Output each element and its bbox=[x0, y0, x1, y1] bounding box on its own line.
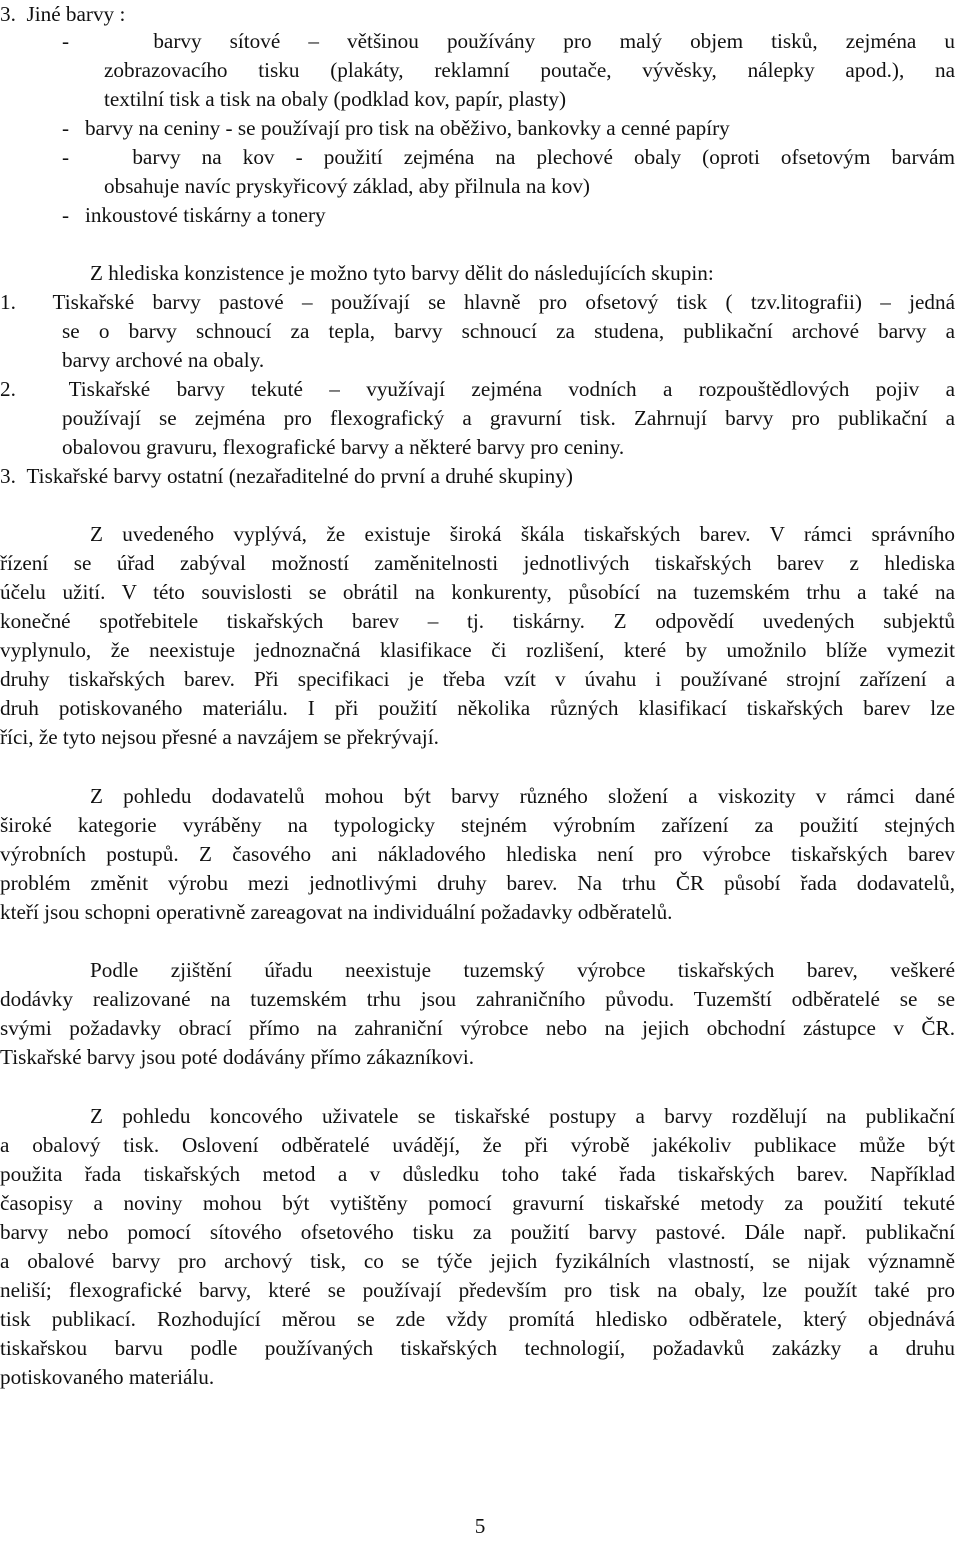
paragraph-line: tiskařskou barvu podle používaných tiskařských technologií, požadavků zakázky a druhu bbox=[0, 1336, 955, 1360]
list-item-continuation: zobrazovacího tisku (plakáty, reklamní poutače, vývěsky, nálepky apod.), na bbox=[104, 58, 955, 82]
paragraph-line: Z pohledu koncového uživatele se tiskařské postupy a barvy rozdělují na publikační bbox=[90, 1104, 955, 1128]
paragraph-line: svými požadavky obrací přímo na zahraniční výrobce nebo na jejich obchodní zástupce v ČR. bbox=[0, 1016, 955, 1040]
list-item: - barvy na ceniny - se používají pro tisk na oběživo, bankovky a cenné papíry bbox=[62, 116, 730, 140]
paragraph-line: široké kategorie vyráběny na typologicky stejném výrobním zařízení za použití stejných bbox=[0, 813, 955, 837]
numbered-item-continuation: se o barvy schnoucí za tepla, barvy schnoucí za studena, publikační archové barvy a bbox=[62, 319, 955, 343]
paragraph-line: a obalové barvy pro archový tisk, co se týče jejich fyzikálních vlastností, se nijak významně bbox=[0, 1249, 955, 1273]
numbered-item: 3. Tiskařské barvy ostatní (nezařaditelné do první a druhé skupiny) bbox=[0, 464, 573, 488]
paragraph-line: časopisy a noviny mohou být vytištěny pomocí gravurní tiskařské metody za použití tekuté bbox=[0, 1191, 955, 1215]
list-item: - barvy sítové – většinou používány pro malý objem tisků, zejména u bbox=[62, 29, 955, 53]
paragraph-line: problém změnit výrobu mezi jednotlivými druhy barev. Na trhu ČR působí řada dodavatelů, bbox=[0, 871, 955, 895]
numbered-item: 1. Tiskařské barvy pastové – používají se hlavně pro ofsetový tisk ( tzv.litografii) – jedná bbox=[0, 290, 955, 314]
list-item-continuation: textilní tisk a tisk na obaly (podklad kov, papír, plasty) bbox=[104, 87, 567, 111]
paragraph-line: druhy tiskařských barev. Při specifikaci je třeba vzít v úvahu i používané strojní zařízení a bbox=[0, 667, 955, 691]
numbered-item-continuation: používají se zejména pro flexografický a gravurní tisk. Zahrnují barvy pro publikační a bbox=[62, 406, 955, 430]
list-item: - inkoustové tiskárny a tonery bbox=[62, 203, 326, 227]
page-number: 5 bbox=[474, 1514, 486, 1538]
paragraph-line: Tiskařské barvy jsou poté dodávány přímo zákazníkovi. bbox=[0, 1045, 475, 1069]
paragraph-line: druh potiskovaného materiálu. I při použití několika různých klasifikací tiskařských barev lze bbox=[0, 696, 955, 720]
paragraph-line: dodávky realizované na tuzemském trhu jsou zahraničního původu. Tuzemští odběratelé se se bbox=[0, 987, 955, 1011]
paragraph-line: neliší; flexografické barvy, které se používají především pro tisk na obaly, lze použít také pro bbox=[0, 1278, 955, 1302]
paragraph-line: použita řada tiskařských metod a v důsledku toho také řada tiskařských barev. Například bbox=[0, 1162, 955, 1186]
section-heading: 3. Jiné barvy : bbox=[0, 2, 126, 26]
groups-intro: Z hlediska konzistence je možno tyto barvy dělit do následujících skupin: bbox=[90, 261, 714, 285]
paragraph-line: tisk publikací. Rozhodující měrou se zde vždy promítá hledisko odběratele, který objednává bbox=[0, 1307, 955, 1331]
paragraph-line: řízení se úřad zabýval možností zaměnitelnosti jednotlivých tiskařských barev z hlediska bbox=[0, 551, 955, 575]
paragraph-line: a obalový tisk. Oslovení odběratelé uvádějí, že při výrobě jakékoliv publikace může být bbox=[0, 1133, 955, 1157]
paragraph-line: říci, že tyto nejsou přesné a navzájem se překrývají. bbox=[0, 725, 439, 749]
paragraph-line: potiskovaného materiálu. bbox=[0, 1365, 215, 1389]
list-item: - barvy na kov - použití zejména na plechové obaly (oproti ofsetovým barvám bbox=[62, 145, 955, 169]
paragraph-line: barvy nebo pomocí sítového ofsetového tisku za použití barvy pastové. Dále např. publikační bbox=[0, 1220, 955, 1244]
numbered-item: 2. Tiskařské barvy tekuté – využívají zejména vodních a rozpouštědlových pojiv a bbox=[0, 377, 955, 401]
paragraph-line: kteří jsou schopni operativně zareagovat na individuální požadavky odběratelů. bbox=[0, 900, 673, 924]
paragraph-line: účelu užití. V této souvislosti se obrátil na konkurenty, působící na tuzemském trhu a také na bbox=[0, 580, 955, 604]
paragraph-line: Z pohledu dodavatelů mohou být barvy různého složení a viskozity v rámci dané bbox=[90, 784, 955, 808]
paragraph-line: konečné spotřebitele tiskařských barev – tj. tiskárny. Z odpovědí uvedených subjektů bbox=[0, 609, 955, 633]
list-item-continuation: obsahuje navíc pryskyřicový základ, aby přilnula na kov) bbox=[104, 174, 590, 198]
paragraph-line: výrobních postupů. Z časového ani nákladového hlediska není pro výrobce tiskařských barev bbox=[0, 842, 955, 866]
paragraph-line: vyplynulo, že neexistuje jednoznačná klasifikace či rozlišení, které by umožnilo blíže vymezit bbox=[0, 638, 955, 662]
paragraph-line: Podle zjištění úřadu neexistuje tuzemský výrobce tiskařských barev, veškeré bbox=[90, 958, 955, 982]
numbered-item-continuation: barvy archové na obaly. bbox=[62, 348, 265, 372]
paragraph-line: Z uvedeného vyplývá, že existuje široká škála tiskařských barev. V rámci správního bbox=[90, 522, 955, 546]
numbered-item-continuation: obalovou gravuru, flexografické barvy a některé barvy pro ceniny. bbox=[62, 435, 625, 459]
